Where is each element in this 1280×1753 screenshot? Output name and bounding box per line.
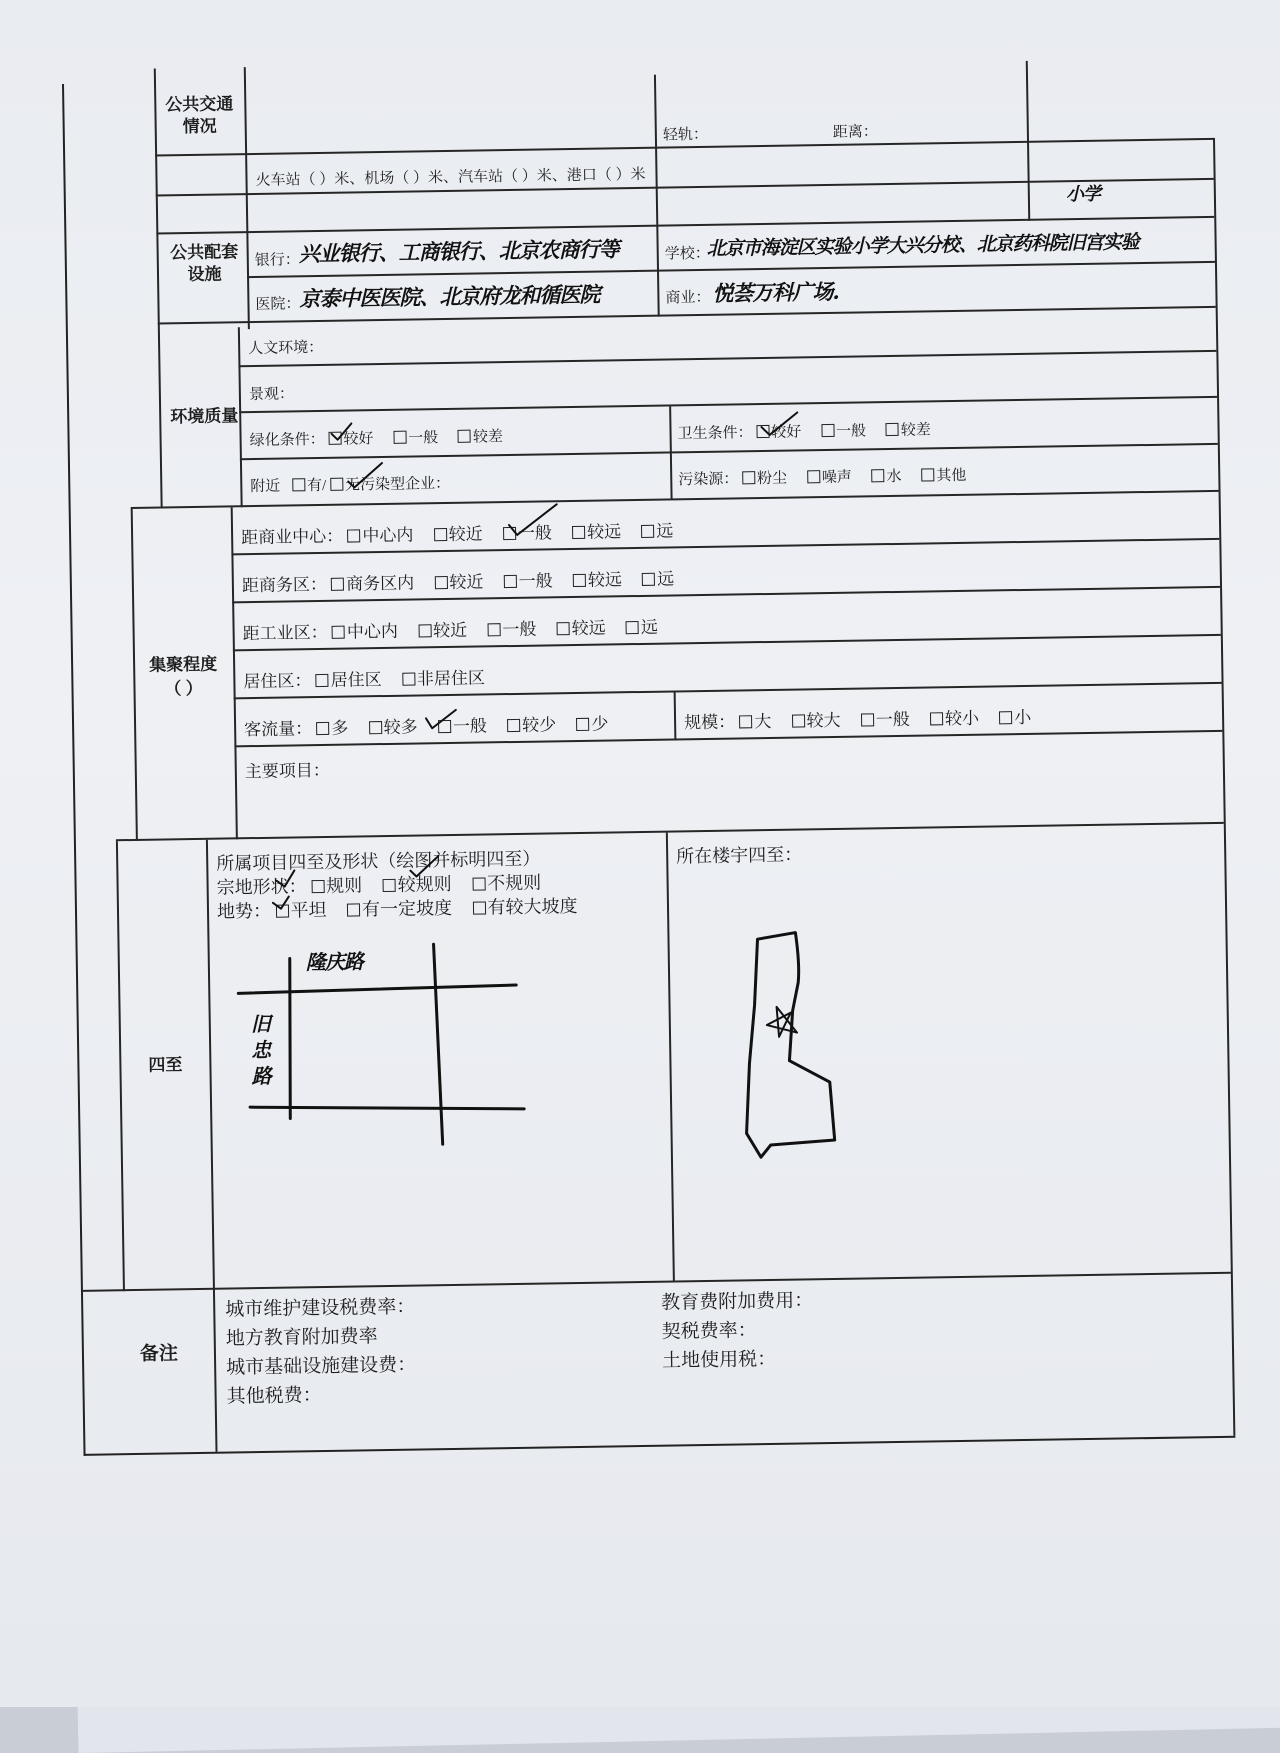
- foot-traffic-option-few[interactable]: 少: [576, 709, 608, 734]
- residential-option-no[interactable]: 非居住区: [402, 663, 485, 689]
- hospital-label: 医院：: [255, 296, 301, 313]
- business-option-very-far[interactable]: 远: [642, 564, 674, 589]
- school-note: 小学: [1065, 183, 1101, 206]
- industrial-option-far[interactable]: 较远: [556, 614, 605, 640]
- agglomeration-label: 集聚程度: [148, 654, 218, 675]
- terrain-option-steep[interactable]: 有较大坡度: [472, 892, 577, 920]
- check-mark-icon: [509, 504, 557, 535]
- greening-option-poor[interactable]: 较差: [458, 425, 503, 447]
- greening-option-good[interactable]: 较好: [328, 427, 373, 449]
- scale-option-large[interactable]: 大: [739, 707, 771, 732]
- business-option-average[interactable]: 一般: [503, 566, 552, 592]
- commercial-option-near[interactable]: 较近: [433, 519, 482, 545]
- bank-label: 银行：: [254, 252, 300, 269]
- shape-option-regular[interactable]: 规则: [311, 871, 362, 898]
- scale-option-average[interactable]: 一般: [861, 705, 910, 731]
- commercial-label: 距商业中心：: [240, 526, 344, 548]
- check-mark-icon: [273, 897, 289, 909]
- check-mark-icon: [348, 463, 382, 488]
- environment-label: 环境质量: [170, 406, 239, 427]
- remark-local-education-rate: 地方教育附加费率: [225, 1326, 378, 1350]
- business-option-far[interactable]: 较远: [573, 565, 622, 591]
- foot-traffic-option-less[interactable]: 较少: [507, 710, 556, 736]
- commerce-label: 商业：: [665, 289, 711, 307]
- business-option-near[interactable]: 较近: [434, 567, 483, 593]
- shape-option-irregular[interactable]: 不规则: [472, 869, 541, 896]
- project-boundary-title: 所属项目四至及形状（绘图并标明四至）: [216, 848, 541, 874]
- nearby-option-yes[interactable]: 有/: [292, 478, 326, 495]
- sanitation-option-poor[interactable]: 较差: [886, 418, 931, 440]
- nearby-option-no[interactable]: 无污染型企业：: [330, 476, 450, 494]
- check-mark-icon: [761, 412, 797, 435]
- nearby-label: 附近: [250, 478, 281, 496]
- agglomeration-paren: （ ）: [164, 678, 203, 699]
- distance-label: 距离：: [832, 124, 878, 141]
- pollution-option-water[interactable]: 水: [871, 465, 901, 486]
- greening-option-average[interactable]: 一般: [393, 426, 438, 448]
- sanitation-option-average[interactable]: 一般: [821, 419, 866, 441]
- road-left-label: 旧忠路: [250, 1011, 271, 1089]
- remark-education-surcharge: 教育费附加费用：: [661, 1290, 814, 1314]
- residential-label: 居住区：: [243, 671, 312, 692]
- foot-traffic-option-many[interactable]: 多: [316, 714, 348, 739]
- projects-label: 主要项目：: [244, 760, 330, 782]
- industrial-option-center[interactable]: 中心内: [332, 617, 398, 643]
- pollution-option-dust[interactable]: 粉尘: [742, 467, 787, 489]
- scale-option-smaller[interactable]: 较小: [930, 704, 979, 730]
- terrain-option-slope[interactable]: 有一定坡度: [347, 894, 452, 922]
- business-option-inside[interactable]: 商务区内: [331, 569, 414, 595]
- check-mark-icon: [410, 856, 438, 876]
- stations-line: 火车站（ ）米、机场（ ）米、汽车站（ ）米、港口（ ）米: [255, 166, 646, 189]
- remark-deed-tax-rate: 契税费率：: [661, 1320, 757, 1343]
- remark-other-taxes: 其他税费：: [226, 1385, 322, 1408]
- foot-traffic-option-average[interactable]: 一般: [438, 711, 487, 737]
- hospital-value: 京泰中医医院、北京府龙和循医院: [299, 281, 600, 312]
- culture-label: 人文环境：: [248, 339, 324, 358]
- pollution-option-noise[interactable]: 噪声: [807, 466, 852, 488]
- road-top-label: 隆庆路: [305, 949, 364, 975]
- check-marks: [64, 66, 1235, 1454]
- commercial-option-very-far[interactable]: 远: [641, 516, 673, 541]
- foot-traffic-label: 客流量：: [244, 719, 313, 740]
- boundaries-label: 四至: [148, 1055, 183, 1075]
- school-label: 学校：: [664, 245, 710, 263]
- industrial-option-very-far[interactable]: 远: [626, 613, 658, 638]
- residential-option-yes[interactable]: 居住区: [315, 665, 381, 691]
- building-boundary-title: 所在楼宇四至：: [676, 844, 803, 867]
- scale-label: 规模：: [683, 712, 736, 733]
- terrain-option-flat[interactable]: 平坦: [275, 896, 326, 923]
- sanitation-label: 卫生条件：: [677, 425, 753, 443]
- check-mark-icon: [426, 710, 456, 728]
- industrial-option-near[interactable]: 较近: [418, 616, 467, 642]
- scale-option-larger[interactable]: 较大: [791, 706, 840, 732]
- remark-land-use-tax: 土地使用税：: [661, 1348, 777, 1372]
- traffic-label: 公共交通情况: [165, 94, 234, 137]
- remark-urban-maintenance-tax: 城市维护建设税费率：: [225, 1296, 416, 1321]
- sanitation-option-good[interactable]: 较好: [756, 420, 801, 442]
- shape-label: 宗地形状：: [216, 876, 307, 898]
- remarks-label: 备注: [139, 1343, 179, 1365]
- business-label: 距商务区：: [241, 574, 328, 596]
- pollution-option-other[interactable]: 其他: [921, 464, 966, 486]
- survey-form: [62, 66, 1235, 1456]
- foot-traffic-option-more[interactable]: 较多: [368, 712, 417, 738]
- pollution-label: 污染源：: [678, 471, 739, 489]
- commercial-option-far[interactable]: 较远: [572, 517, 621, 543]
- terrain-label: 地势：: [216, 900, 272, 922]
- industrial-option-average[interactable]: 一般: [487, 615, 536, 641]
- bank-value: 兴业银行、工商银行、北京农商行等: [298, 236, 619, 267]
- commerce-value: 悦荟万科广场.: [712, 278, 839, 306]
- school-value: 北京市海淀区实验小学大兴分校、北京药科院旧宫实验: [706, 231, 1139, 260]
- facilities-label: 公共配套设施: [170, 242, 239, 285]
- remark-infrastructure-fee: 城市基础设施建设费：: [226, 1354, 417, 1379]
- check-mark-icon: [276, 870, 294, 886]
- shape-option-fairly-regular[interactable]: 较规则: [382, 870, 451, 897]
- greening-label: 绿化条件：: [249, 431, 325, 450]
- check-mark-icon: [331, 423, 351, 439]
- commercial-option-center[interactable]: 中心内: [347, 521, 413, 547]
- landscape-label: 景观：: [248, 386, 295, 404]
- commercial-option-average[interactable]: 一般: [503, 518, 552, 544]
- scale-option-small[interactable]: 小: [999, 703, 1031, 728]
- light-rail-label: 轻轨：: [662, 126, 709, 144]
- industrial-label: 距工业区：: [242, 622, 328, 644]
